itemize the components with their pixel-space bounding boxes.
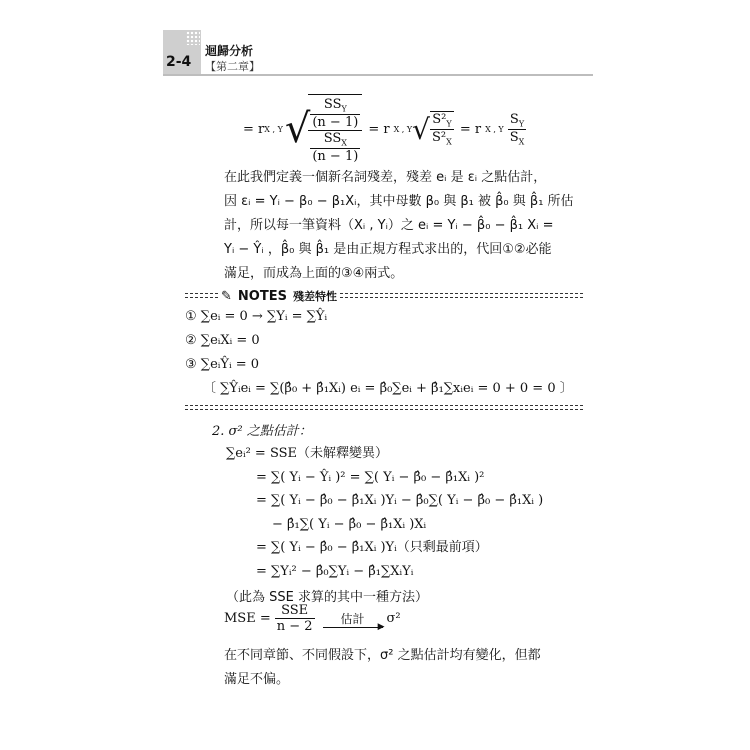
mse-formula (224, 603, 401, 634)
sx-sub: X (518, 137, 525, 147)
arrow-shaft (323, 621, 385, 632)
mse-numerator: SSE (275, 603, 315, 619)
s2y (430, 112, 454, 130)
s2y-sub: Y (446, 120, 452, 129)
paragraph-line: 滿足，而成為上面的③④兩式。 (224, 266, 404, 281)
inner-fraction-top (310, 97, 360, 130)
chapter-label: 【第二章】 (205, 60, 260, 73)
derivation-line: = ∑Yᵢ² − β̂₀∑Yᵢ − β̂₁∑XᵢYᵢ (256, 563, 414, 579)
paragraph-line: Yᵢ − Ŷᵢ ，β̂₀ 與 β̂₁ 是由正規方程式求出的，代回①②必能 (224, 242, 552, 257)
page-number: 2-4 (166, 54, 192, 70)
s2y-text: S² (432, 112, 447, 128)
equals-2: = r (368, 121, 390, 137)
notes-label: NOTES (235, 289, 290, 304)
s2x-text: S² (432, 130, 447, 145)
ssy-text: SS (323, 97, 342, 113)
n-minus-1-bottom: (n − 1) (312, 148, 359, 164)
ssx (310, 131, 360, 149)
notes-bottom-rule (185, 405, 583, 410)
notes-list (185, 305, 573, 401)
ssx-text: SS (323, 131, 342, 146)
sqrt-sign-2: √ (412, 112, 431, 146)
sy-sub: Y (518, 119, 525, 129)
sse-derivation (226, 442, 543, 583)
formula-sub-xy-3: X , Y (485, 124, 504, 134)
section-heading: 2. σ² 之點估計： (212, 424, 312, 439)
sx (508, 130, 527, 147)
outer-denominator (308, 131, 362, 164)
derivation-line: = ∑( Yᵢ − β̂₀ − β̂₁Xᵢ )Yᵢ − β̂₀∑( Yᵢ − β̂₀ − β̂₁Xᵢ ) (256, 493, 544, 508)
header-rule (163, 74, 593, 76)
residual-paragraph (224, 166, 574, 286)
notes-item: 〔 ∑Ŷᵢeᵢ = ∑(β̂₀ + β̂₁Xᵢ) eᵢ = β̂₀∑eᵢ + β̂₁∑xᵢeᵢ = 0 + 0 = 0 〕 (203, 381, 573, 396)
sy (508, 112, 527, 130)
mse-fraction (275, 603, 315, 634)
mse-rhs: σ² (386, 611, 401, 626)
chapter-title: 迴歸分析 (205, 44, 254, 58)
n-minus-1-top: (n − 1) (312, 115, 359, 130)
notes-pen-icon: ✎ (218, 289, 235, 304)
arrow-head-icon: ▶ (377, 621, 385, 632)
derivation-line: = ∑( Yᵢ − Ŷᵢ )² = ∑( Yᵢ − β̂₀ − β̂₁Xᵢ )² (256, 469, 485, 485)
sse-note: （此為 SSE 求算的其中一種方法） (226, 590, 428, 605)
outer-numerator (308, 97, 362, 131)
paragraph-line: 計，所以每一筆資料（Xᵢ , Yᵢ）之 eᵢ = Yᵢ − β̂₀ − β̂₁ Xᵢ = (224, 218, 554, 233)
mse-lhs: MSE = (224, 611, 271, 626)
equals-3: = r (459, 121, 482, 137)
notes-subtitle: 殘差特性 (290, 290, 340, 303)
paragraph-line: 滿足不偏。 (224, 672, 290, 687)
derivation-line: = ∑( Yᵢ − β̂₀ − β̂₁Xᵢ )Yᵢ（只剩最前項） (256, 540, 488, 555)
ssx-sub: X (341, 138, 347, 148)
variance-fraction (430, 112, 454, 146)
inner-fraction-bottom (310, 131, 360, 164)
ssy (310, 97, 360, 115)
sqrt-body-2 (430, 111, 454, 146)
mse-denominator: n − 2 (276, 619, 313, 634)
formula-sub-xy-2: X , Y (393, 124, 413, 134)
derivation-line: ∑eᵢ² = SSE（未解釋變異） (226, 446, 389, 461)
closing-paragraph (224, 644, 541, 692)
derivation-line: − β̂₁∑( Yᵢ − β̂₀ − β̂₁Xᵢ )Xᵢ (272, 516, 427, 532)
paragraph-line: 在此我們定義一個新名詞殘差，殘差 eᵢ 是 εᵢ 之點估計， (224, 170, 547, 185)
sqrt-body (308, 94, 362, 163)
notes-item: ③ ∑eᵢŶᵢ = 0 (185, 357, 260, 372)
paragraph-line: 因 εᵢ = Yᵢ − β₀ − β₁Xᵢ，其中母數 β₀ 與 β₁ 被 β̂₀ 與 β̂₁ 所估 (224, 194, 574, 209)
sx-text: S (509, 129, 519, 145)
s2x (430, 130, 454, 147)
arrow-label: 估計 (340, 611, 365, 626)
sqrt-sign: √ (284, 106, 311, 152)
ssy-sub: Y (341, 105, 347, 114)
formula-lhs: = r (243, 121, 265, 137)
sy-text: S (509, 111, 519, 127)
sd-fraction (508, 112, 527, 146)
badge-dot-pattern (186, 31, 200, 45)
formula-correlation (243, 97, 526, 164)
outer-fraction (308, 97, 362, 163)
estimate-arrow (323, 610, 385, 632)
paragraph-line: 在不同章節、不同假設下，σ² 之點估計均有變化，但都 (224, 648, 541, 663)
notes-item: ② ∑eᵢXᵢ = 0 (185, 333, 260, 348)
notes-item: ① ∑eᵢ = 0 → ∑Yᵢ = ∑Ŷᵢ (185, 309, 328, 324)
formula-sub-xy: X , Y (264, 124, 283, 134)
s2x-sub: X (446, 137, 452, 147)
notes-header (218, 285, 340, 304)
